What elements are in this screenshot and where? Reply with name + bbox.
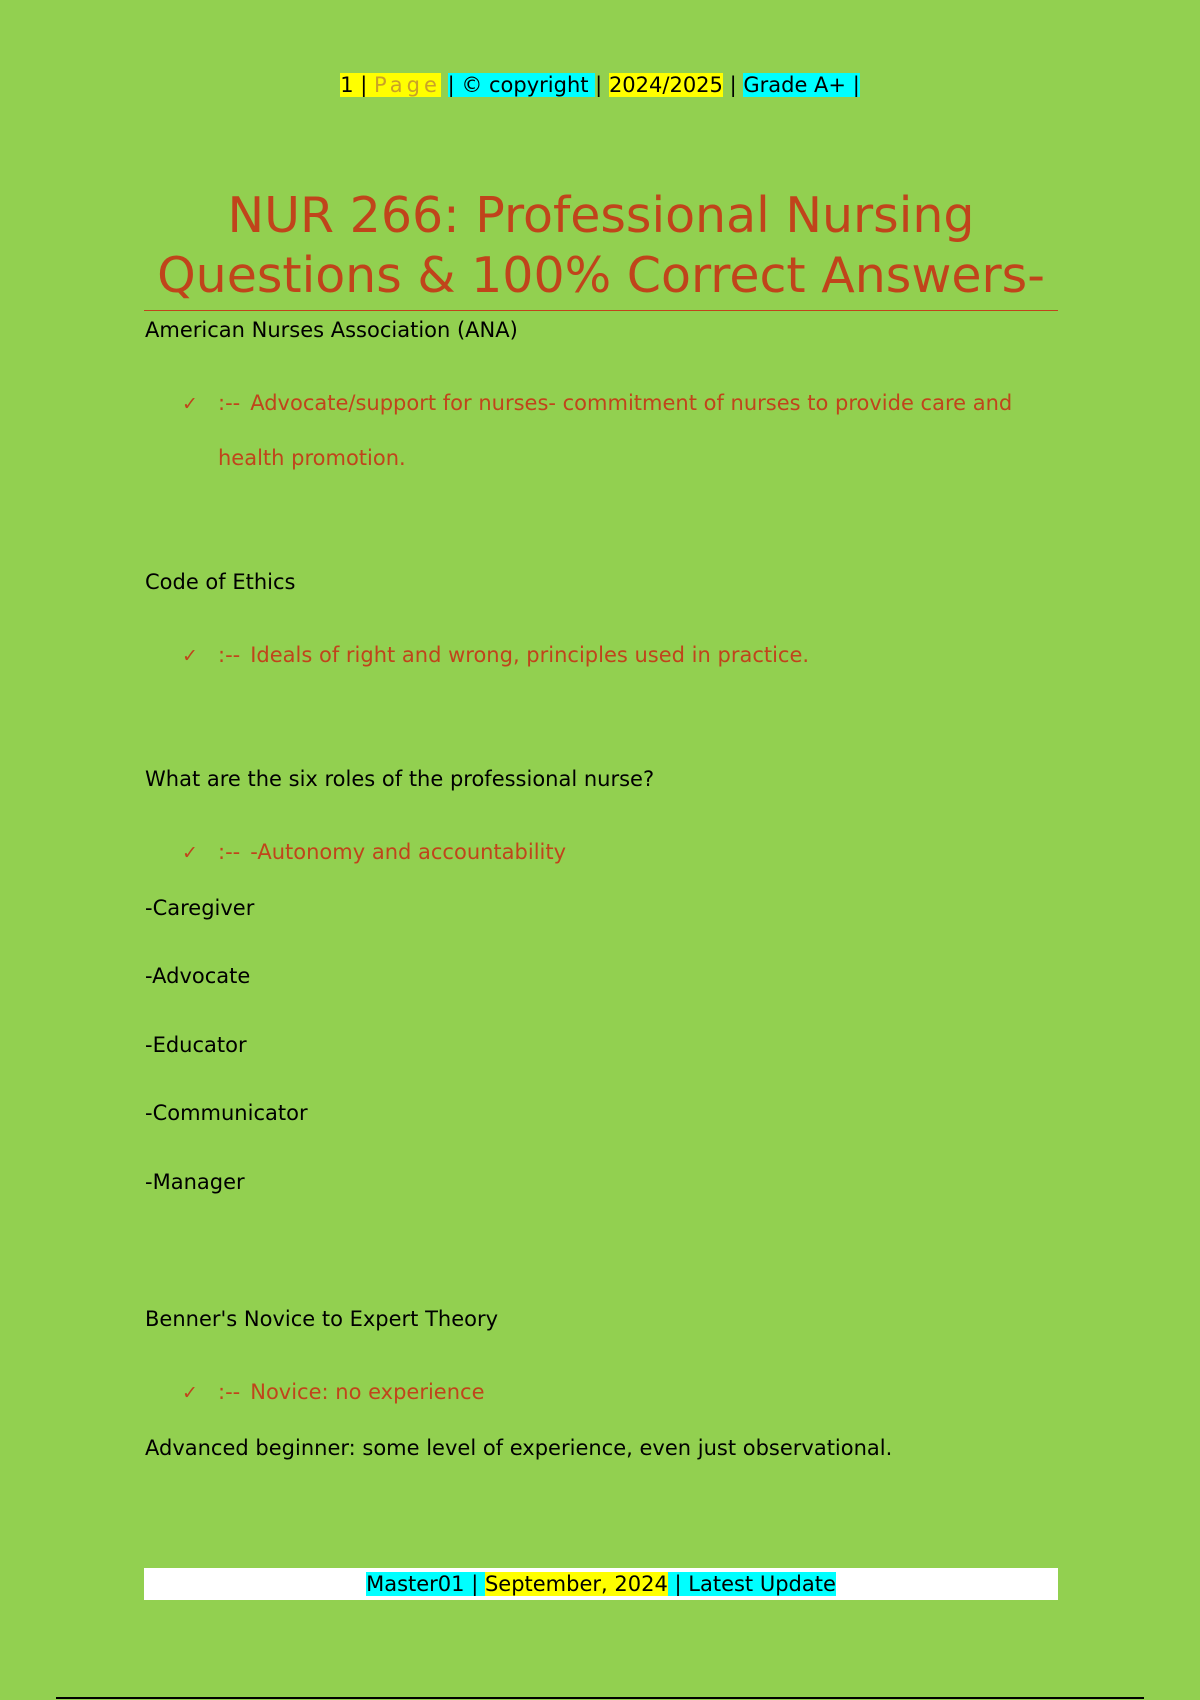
- grade-label: [743, 73, 859, 97]
- answer-marker: :--: [218, 391, 241, 415]
- footer-date: September, 2024: [484, 1572, 668, 1596]
- question-benner: Benner's Novice to Expert Theory: [145, 1307, 499, 1331]
- role-line: -Advocate: [145, 964, 251, 988]
- year-label: 2024/2025: [608, 73, 723, 97]
- check-icon: ✓: [182, 393, 198, 415]
- question-ana: American Nurses Association (ANA): [145, 318, 518, 342]
- footer-separator-1: |: [464, 1572, 485, 1596]
- role-line: -Communicator: [145, 1101, 308, 1125]
- answer-six-roles: [182, 825, 1062, 880]
- footer-author: Master01: [366, 1572, 465, 1596]
- page-header: [0, 68, 1200, 102]
- title-line-2: Questions & 100% Correct Answers-: [157, 247, 1045, 304]
- check-icon: ✓: [182, 1382, 198, 1404]
- role-line: -Educator: [145, 1033, 247, 1057]
- page-number-block: [340, 73, 441, 97]
- answer-ana: [182, 376, 1062, 485]
- role-line: -Manager: [145, 1170, 245, 1194]
- page-separator: |: [353, 73, 375, 97]
- grade-bar: |: [852, 73, 860, 97]
- role-line: -Caregiver: [145, 896, 255, 920]
- benner-continuation: Advanced beginner: some level of experience, even just observational.: [145, 1436, 893, 1460]
- page-number: 1: [340, 73, 354, 97]
- header-separator-1: |: [595, 73, 609, 97]
- answer-text: Novice: no experience: [250, 1380, 485, 1404]
- answer-benner: [182, 1365, 1062, 1420]
- document-title: [144, 186, 1058, 311]
- answer-text: Ideals of right and wrong, principles used in practice.: [250, 643, 810, 667]
- page-word: Page: [374, 73, 441, 97]
- footer-separator-2: |: [667, 1572, 689, 1596]
- question-six-roles: What are the six roles of the professional nurse?: [145, 767, 655, 791]
- answer-text: Advocate/support for nurses- commitment of nurses to provide care and: [250, 391, 1013, 415]
- check-icon: ✓: [182, 645, 198, 667]
- grade-text: Grade A+: [743, 73, 853, 97]
- check-icon: ✓: [182, 842, 198, 864]
- answer-marker: :--: [218, 840, 241, 864]
- bottom-divider: [56, 1697, 1144, 1699]
- answer-continuation: health promotion.: [218, 446, 406, 470]
- answer-marker: :--: [218, 643, 241, 667]
- question-code-of-ethics: Code of Ethics: [145, 570, 296, 594]
- copyright-label: | © copyright: [447, 73, 596, 97]
- title-line-1: NUR 266: Professional Nursing: [227, 187, 975, 244]
- page-footer: [144, 1568, 1058, 1600]
- answer-text: -Autonomy and accountability: [250, 840, 567, 864]
- header-separator-2: |: [722, 73, 744, 97]
- footer-update: Latest Update: [688, 1572, 836, 1596]
- answer-code-of-ethics: [182, 628, 1062, 683]
- answer-marker: :--: [218, 1380, 241, 1404]
